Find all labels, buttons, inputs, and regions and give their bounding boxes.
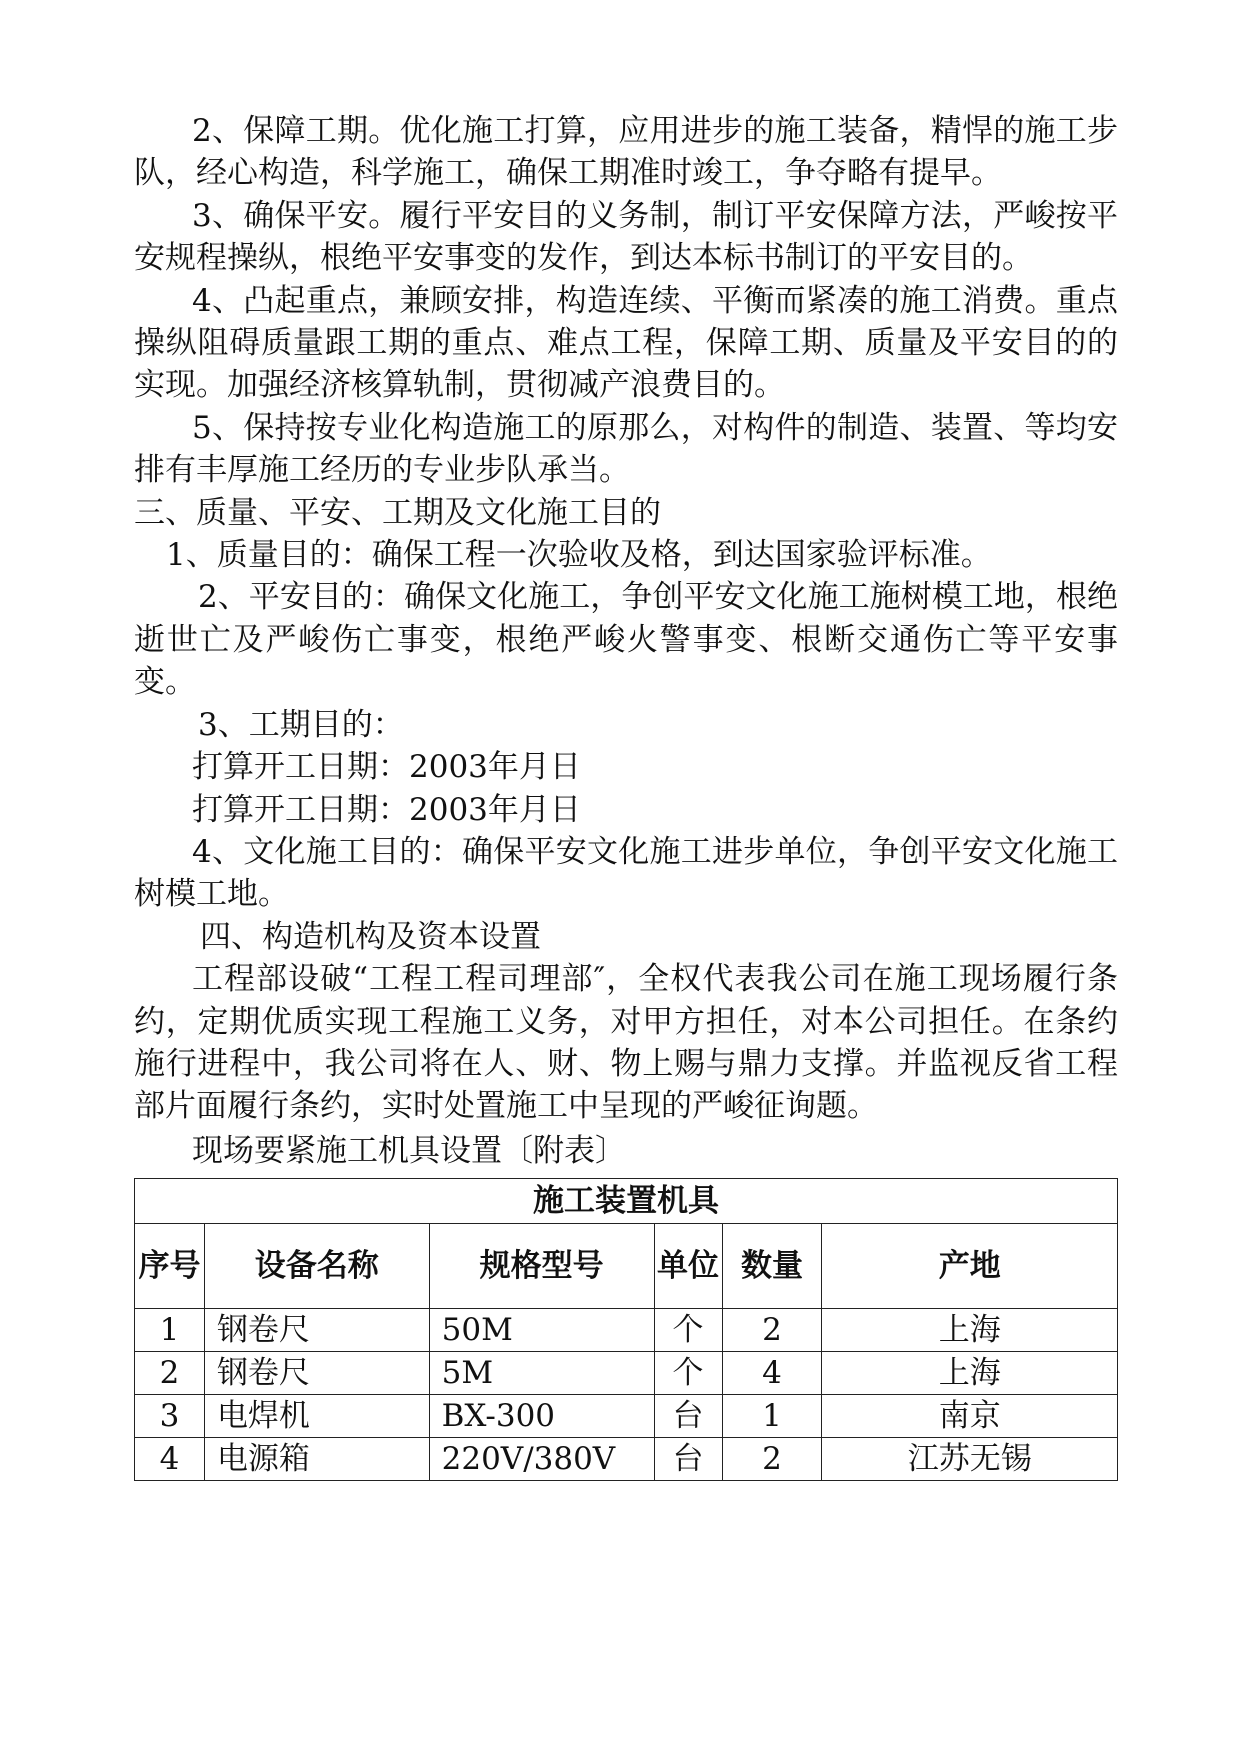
table-row — [135, 1395, 1118, 1438]
cell-quantity: 2 — [722, 1309, 822, 1352]
cell-unit: 个 — [654, 1309, 722, 1352]
equipment-table — [134, 1178, 1118, 1481]
cell-origin: 南京 — [822, 1395, 1118, 1438]
paragraph-start-date: 打算开工日期：2003年月日 — [192, 749, 581, 786]
document-page — [134, 110, 1118, 1481]
cell-serial: 4 — [135, 1438, 205, 1481]
paragraph-safety: 3、确保平安。履行平安目的义务制，制订平安保障方法，严峻按平安规程操纵，根绝平安事变的发作，到达本标书制订的平安目的。 — [134, 197, 1118, 277]
table-row — [135, 1309, 1118, 1352]
cell-origin: 江苏无锡 — [822, 1438, 1118, 1481]
paragraph-schedule: 2、保障工期。优化施工打算，应用进步的施工装备，精悍的施工步队，经心构造，科学施工，确保工期准时竣工，争夺略有提早。 — [134, 113, 1118, 192]
section-heading-goals: 三、质量、平安、工期及文化施工目的 — [134, 494, 661, 531]
paragraph-civil-goal: 4、文化施工目的：确保平安文化施工进步单位，争创平安文化施工树模工地。 — [134, 833, 1118, 913]
cell-serial: 2 — [135, 1352, 205, 1395]
cell-equipment-name: 电焊机 — [204, 1395, 429, 1438]
cell-unit: 台 — [654, 1438, 722, 1481]
cell-unit: 个 — [654, 1352, 722, 1395]
paragraph-duration-goal: 3、工期目的： — [198, 706, 404, 743]
paragraph-quality-goal: 1、质量目的：确保工程一次验收及格，到达国家验评标准。 — [166, 537, 992, 574]
paragraph-focus: 4、凸起重点，兼顾安排，构造连续、平衡而紧凑的施工消费。重点操纵阻碍质量跟工期的重点、难点工程，保障工期、质量及平安目的的实现。加强经济核算轨制，贯彻减产浪费目的。 — [134, 282, 1118, 404]
header-origin: 产地 — [822, 1224, 1118, 1309]
cell-quantity: 2 — [722, 1438, 822, 1481]
cell-spec-model: BX-300 — [429, 1395, 654, 1438]
header-spec-model: 规格型号 — [429, 1224, 654, 1309]
table-row — [135, 1438, 1118, 1481]
cell-spec-model: 220V/380V — [429, 1438, 654, 1481]
cell-origin: 上海 — [822, 1352, 1118, 1395]
cell-equipment-name: 钢卷尺 — [204, 1309, 429, 1352]
table-header-row — [135, 1224, 1118, 1309]
cell-quantity: 4 — [722, 1352, 822, 1395]
header-unit: 单位 — [654, 1224, 722, 1309]
cell-serial: 3 — [135, 1395, 205, 1438]
cell-spec-model: 50M — [429, 1309, 654, 1352]
paragraph-project-department: 工程部设破“工程工程司理部″，全权代表我公司在施工现场履行条约，定期优质实现工程施工义务，对甲方担任，对本公司担任。在条约施行进程中，我公司将在人、财、物上赐与鼎力支撑。并监视反省工程部片面履行条约，实时处置施工中呈现的严峻征询题。 — [134, 961, 1118, 1125]
header-equipment-name: 设备名称 — [204, 1224, 429, 1309]
cell-origin: 上海 — [822, 1309, 1118, 1352]
cell-unit: 台 — [654, 1395, 722, 1438]
cell-equipment-name: 钢卷尺 — [204, 1352, 429, 1395]
table-title: 施工装置机具 — [135, 1179, 1118, 1224]
cell-quantity: 1 — [722, 1395, 822, 1438]
section-heading-organization: 四、构造机构及资本设置 — [200, 918, 541, 955]
header-quantity: 数量 — [722, 1224, 822, 1309]
table-caption: 现场要紧施工机具设置〔附表〕 — [192, 1132, 626, 1169]
paragraph-specialization: 5、保持按专业化构造施工的原那么，对构件的制造、装置、等均安排有丰厚施工经历的专业步队承当。 — [134, 409, 1118, 489]
cell-equipment-name: 电源箱 — [204, 1438, 429, 1481]
paragraph-safety-goal: 2、平安目的：确保文化施工，争创平安文化施工施树模工地，根绝逝世亡及严峻伤亡事变，根绝严峻火警事变、根断交通伤亡等平安事变。 — [134, 579, 1118, 701]
paragraph-end-date: 打算开工日期：2003年月日 — [192, 791, 581, 828]
cell-serial: 1 — [135, 1309, 205, 1352]
cell-spec-model: 5M — [429, 1352, 654, 1395]
header-serial: 序号 — [135, 1224, 205, 1309]
table-row — [135, 1352, 1118, 1395]
